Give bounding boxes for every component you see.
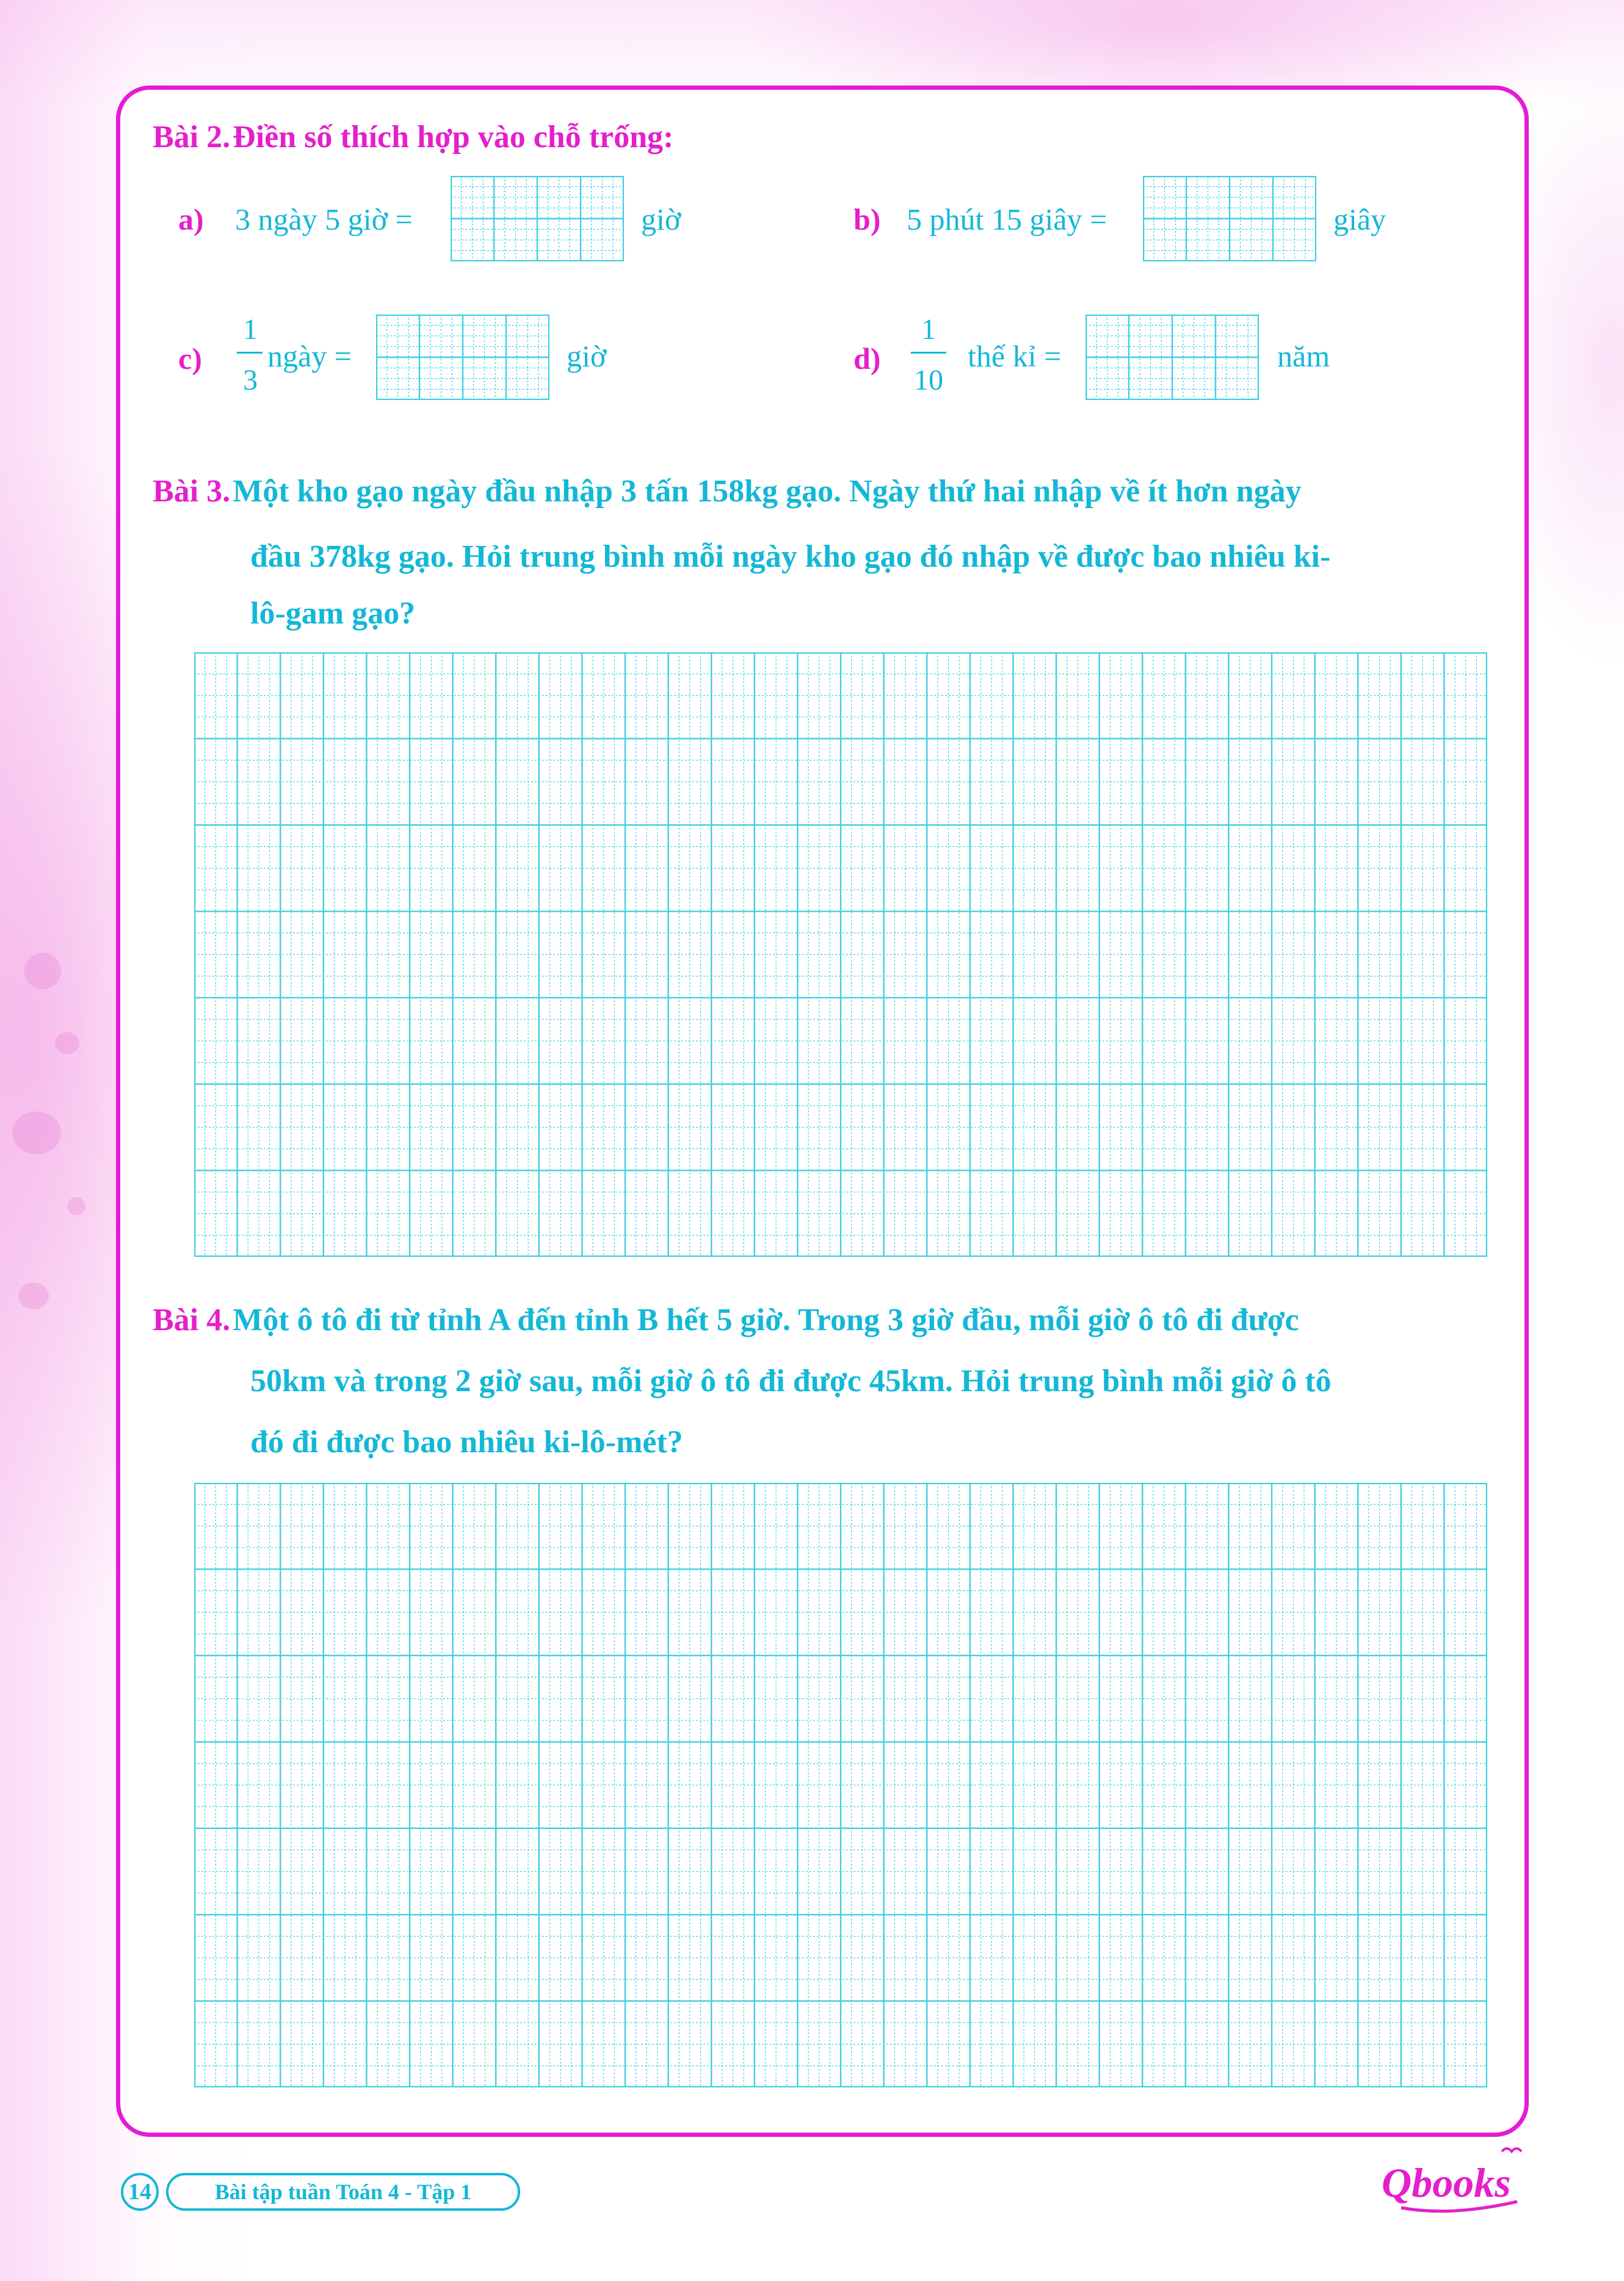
bai2-label: Bài 2. bbox=[153, 120, 231, 155]
bai4-text-line1: Một ô tô đi từ tỉnh A đến tỉnh B hết 5 giờ. Trong 3 giờ đầu, mỗi giờ ô tô đi được bbox=[233, 1303, 1299, 1337]
bai3-text-line2: đầu 378kg gạo. Hỏi trung bình mỗi ngày kho gạo đó nhập về được bao nhiêu ki- bbox=[250, 539, 1331, 574]
bai3-answer-grid[interactable] bbox=[194, 652, 1487, 1257]
bai2-b-label: b) bbox=[854, 202, 881, 236]
bai4-text-line3: đó đi được bao nhiêu ki-lô-mét? bbox=[250, 1425, 683, 1460]
bai2-c-numerator: 1 bbox=[243, 313, 258, 346]
decor-splat bbox=[18, 1282, 49, 1309]
bai2-a-label: a) bbox=[178, 202, 204, 236]
bai2-c-label: c) bbox=[178, 341, 202, 376]
bai2-d-answer-box[interactable] bbox=[1086, 315, 1259, 400]
decor-splat bbox=[12, 1111, 61, 1154]
fraction-bar bbox=[911, 352, 946, 354]
bai2-b-answer-box[interactable] bbox=[1143, 176, 1316, 261]
bai3-line1 bbox=[153, 473, 1302, 509]
bai2-a-answer-box[interactable] bbox=[451, 176, 624, 261]
bai2-c-text: ngày = bbox=[267, 339, 352, 373]
bai2-d-unit: năm bbox=[1277, 339, 1330, 373]
logo-bird bbox=[1502, 2148, 1521, 2152]
bai3-text-line1: Một kho gạo ngày đầu nhập 3 tấn 158kg gạo. Ngày thứ hai nhập về ít hơn ngày bbox=[233, 474, 1302, 509]
bai4-text-line2: 50km và trong 2 giờ sau, mỗi giờ ô tô đi được 45km. Hỏi trung bình mỗi giờ ô tô bbox=[250, 1364, 1332, 1399]
bai2-c-denominator: 3 bbox=[243, 364, 258, 396]
bai2-prompt: Điền số thích hợp vào chỗ trống: bbox=[233, 120, 674, 155]
qbooks-logo bbox=[1377, 2141, 1529, 2220]
page-number: 14 bbox=[121, 2173, 159, 2211]
bai2-a-text: 3 ngày 5 giờ = bbox=[235, 202, 413, 236]
logo-text: Qbooks bbox=[1382, 2159, 1511, 2206]
bai2-d-text: thế kỉ = bbox=[968, 339, 1062, 373]
decor-splat bbox=[55, 1032, 79, 1054]
bai2-heading bbox=[153, 119, 673, 155]
decor-splat bbox=[24, 953, 61, 989]
bai2-b-unit: giây bbox=[1333, 202, 1387, 236]
book-title: Bài tập tuần Toán 4 - Tập 1 bbox=[166, 2173, 520, 2211]
bai4-answer-grid[interactable] bbox=[194, 1483, 1487, 2087]
bai3-label: Bài 3. bbox=[153, 474, 231, 509]
bai4-line1 bbox=[153, 1302, 1299, 1338]
bai2-c-answer-box[interactable] bbox=[376, 315, 549, 400]
bai3-text-line3: lô-gam gạo? bbox=[250, 596, 416, 631]
bai2-b-text: 5 phút 15 giây = bbox=[907, 202, 1107, 236]
bai2-c-unit: giờ bbox=[567, 339, 607, 373]
decor-splat bbox=[67, 1197, 85, 1215]
bai4-label: Bài 4. bbox=[153, 1303, 231, 1337]
bai2-d-denominator: 10 bbox=[914, 364, 943, 396]
bai2-a-unit: giờ bbox=[641, 202, 681, 236]
bai2-d-numerator: 1 bbox=[921, 313, 936, 346]
bai2-d-label: d) bbox=[854, 341, 881, 376]
fraction-bar bbox=[237, 352, 263, 354]
